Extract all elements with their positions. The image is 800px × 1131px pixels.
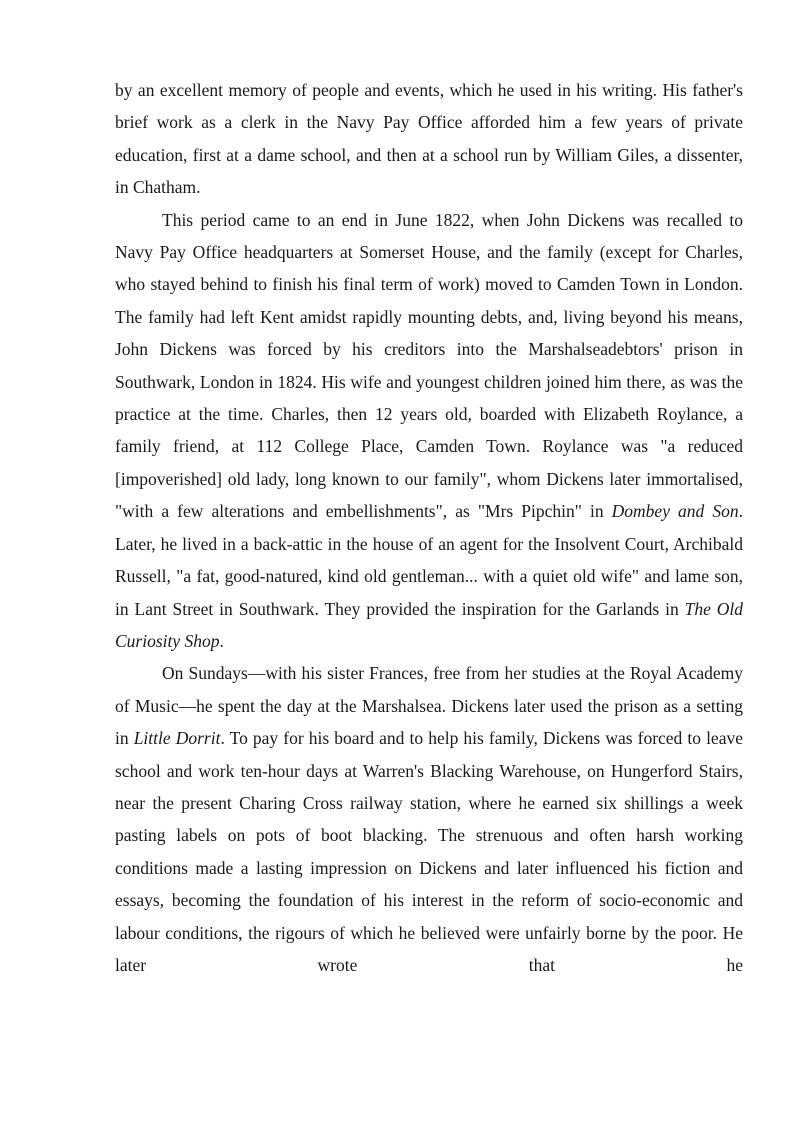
book-title-little-dorrit: Little Dorrit bbox=[133, 728, 221, 749]
paragraph-2 bbox=[115, 204, 743, 658]
paragraph-2-text-c: . bbox=[219, 630, 224, 651]
paragraph-1-text: by an excellent memory of people and events, which he used in his writing. His father's brief work as a clerk in the Navy Pay Office afforded him a few years of private education, first at a dame school, and then at a school run by William Giles, a dissenter, in Chatham. bbox=[115, 80, 743, 198]
paragraph-3-text-b: . To pay for his board and to help his family, Dickens was forced to leave school and work ten-hour days at Warren's Blacking Warehouse, on Hungerford Stairs, near the present Charing Cross railway station, where he earned six shillings a week pasting labels on pots of boot blacking. The strenuous and often harsh working conditions made a lasting impression on Dickens and later influenced his fiction and essays, becoming the foundation of his interest in the reform of socio-economic and labour conditions, the rigours of which he believed were unfairly borne by the poor. He later wrote that he bbox=[115, 728, 743, 975]
paragraph-3 bbox=[115, 657, 743, 981]
paragraph-2-text-a: This period came to an end in June 1822, when John Dickens was recalled to Navy Pay Office headquarters at Somerset House, and the family (except for Charles, who stayed behind to finish his final term of work) moved to Camden Town in London. The family had left Kent amidst rapidly mounting debts, and, living beyond his means, John Dickens was forced by his creditors into the Marshalseadebtors' prison in Southwark, London in 1824. His wife and youngest children joined him there, as was the practice at the time. Charles, then 12 years old, boarded with Elizabeth Roylance, a family friend, at 112 College Place, Camden Town. Roylance was "a reduced [impoverished] old lady, long known to our family", whom Dickens later immortalised, "with a few alterations and embellishments", as "Mrs Pipchin" in bbox=[115, 209, 743, 522]
paragraph-1 bbox=[115, 74, 743, 204]
paragraph-2-text-b: . Later, he lived in a back-attic in the house of an agent for the Insolvent Court, Archibald Russell, "a fat, good-natured, kind old gentleman... with a quiet old wife" and lame son, in Lant Street in Southwark. They provided the inspiration for the Garlands in bbox=[115, 501, 743, 619]
paragraph-3-text-a: On Sundays—with his sister Frances, free from her studies at the Royal Academy of Music—he spent the day at the Marshalsea. Dickens later used the prison as a setting in bbox=[115, 663, 743, 749]
body-text bbox=[115, 74, 743, 981]
book-title-the-old-curiosity-shop: The Old Curiosity Shop bbox=[115, 598, 744, 651]
book-title-dombey-and-son: Dombey and Son bbox=[611, 501, 739, 522]
